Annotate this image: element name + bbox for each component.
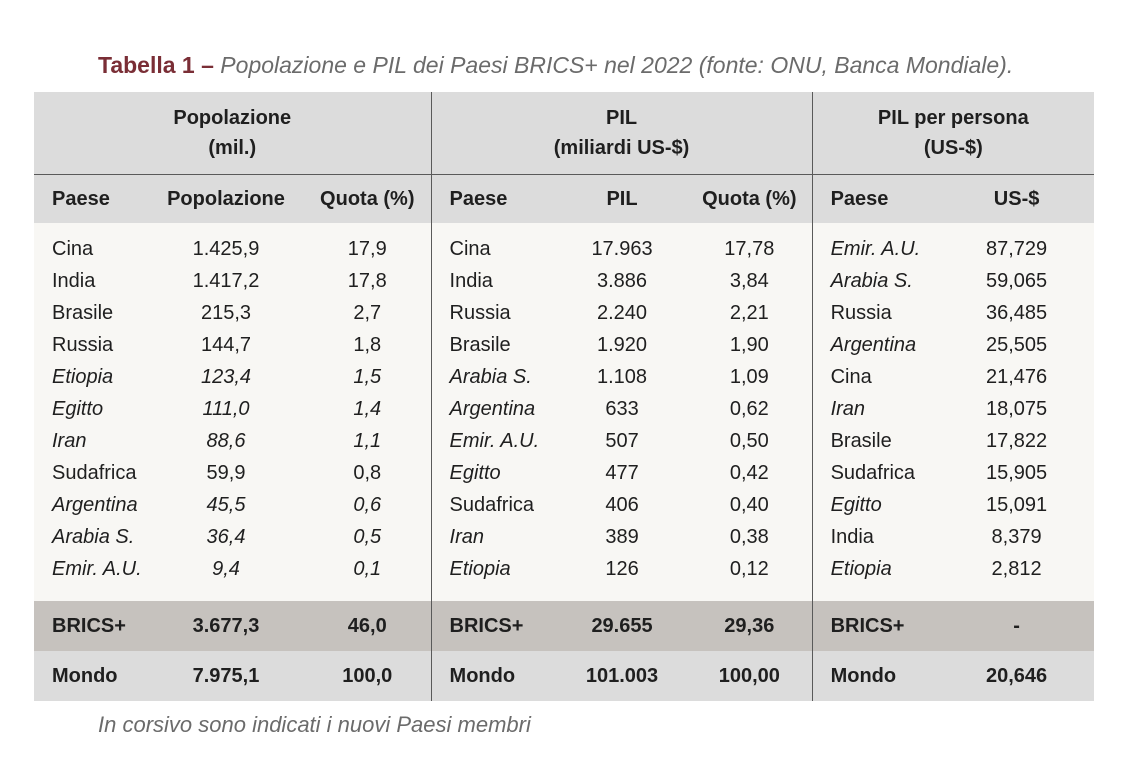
- pop-value-cell: 215,3: [148, 297, 304, 329]
- column-header-row: [34, 175, 1094, 224]
- gdp-value-cell: 477: [557, 457, 687, 489]
- group-header-gdp: PIL (miliardi US-$): [431, 92, 812, 175]
- gdp-country-cell: Sudafrica: [431, 489, 557, 521]
- gdp-value-cell: 2.240: [557, 297, 687, 329]
- gdp-share-cell: 17,78: [687, 233, 812, 265]
- gdp-value-cell: 101.003: [557, 651, 687, 701]
- gdp-share-cell: 3,84: [687, 265, 812, 297]
- pop-share-cell: 1,1: [304, 425, 431, 457]
- pop-country-cell: Arabia S.: [34, 521, 148, 553]
- pc-country-cell: Brasile: [812, 425, 939, 457]
- pop-country-cell: Emir. A.U.: [34, 553, 148, 585]
- group-header-row: [34, 92, 1094, 175]
- gdp-value-cell: 29.655: [557, 601, 687, 651]
- col-pc-value: US-$: [939, 175, 1094, 224]
- pc-value-cell: 36,485: [939, 297, 1094, 329]
- group-header-population: Popolazione (mil.): [34, 92, 431, 175]
- pop-country-cell: BRICS+: [34, 601, 148, 651]
- pop-value-cell: 9,4: [148, 553, 304, 585]
- table-row: [34, 297, 1094, 329]
- pc-value-cell: 2,812: [939, 553, 1094, 585]
- pop-country-cell: Egitto: [34, 393, 148, 425]
- pc-country-cell: Argentina: [812, 329, 939, 361]
- col-gdp-country: Paese: [431, 175, 557, 224]
- pop-country-cell: Etiopia: [34, 361, 148, 393]
- pop-share-cell: 2,7: [304, 297, 431, 329]
- pop-country-cell: Mondo: [34, 651, 148, 701]
- pc-country-cell: BRICS+: [812, 601, 939, 651]
- caption-text: Popolazione e PIL dei Paesi BRICS+ nel 2022 (fonte: ONU, Banca Mondiale).: [213, 52, 1014, 78]
- pop-value-cell: 45,5: [148, 489, 304, 521]
- pop-value-cell: 1.417,2: [148, 265, 304, 297]
- pc-country-cell: Mondo: [812, 651, 939, 701]
- pop-value-cell: 123,4: [148, 361, 304, 393]
- pop-country-cell: Brasile: [34, 297, 148, 329]
- pop-country-cell: Sudafrica: [34, 457, 148, 489]
- gdp-share-cell: 100,00: [687, 651, 812, 701]
- col-pop-country: Paese: [34, 175, 148, 224]
- table-row: [34, 361, 1094, 393]
- gdp-country-cell: Etiopia: [431, 553, 557, 585]
- col-pop-share: Quota (%): [304, 175, 431, 224]
- col-gdp-share: Quota (%): [687, 175, 812, 224]
- gdp-share-cell: 0,42: [687, 457, 812, 489]
- pop-share-cell: 17,8: [304, 265, 431, 297]
- table-row: [34, 329, 1094, 361]
- pc-country-cell: Egitto: [812, 489, 939, 521]
- pop-share-cell: 46,0: [304, 601, 431, 651]
- table-row: [34, 233, 1094, 265]
- gdp-country-cell: India: [431, 265, 557, 297]
- table-row: [34, 489, 1094, 521]
- world-total-row: [34, 651, 1094, 701]
- group-header-per-capita: PIL per persona (US-$): [812, 92, 1094, 175]
- gdp-value-cell: 126: [557, 553, 687, 585]
- pc-value-cell: 15,091: [939, 489, 1094, 521]
- gdp-country-cell: Argentina: [431, 393, 557, 425]
- pop-value-cell: 144,7: [148, 329, 304, 361]
- pop-share-cell: 17,9: [304, 233, 431, 265]
- gdp-country-cell: Brasile: [431, 329, 557, 361]
- table-row: [34, 393, 1094, 425]
- table-caption: [98, 52, 1013, 79]
- gdp-share-cell: 0,50: [687, 425, 812, 457]
- table-row: [34, 553, 1094, 585]
- pc-value-cell: 21,476: [939, 361, 1094, 393]
- pop-value-cell: 7.975,1: [148, 651, 304, 701]
- gdp-value-cell: 1.108: [557, 361, 687, 393]
- pop-share-cell: 0,5: [304, 521, 431, 553]
- pop-country-cell: Iran: [34, 425, 148, 457]
- pop-value-cell: 59,9: [148, 457, 304, 489]
- brics-table: [34, 92, 1094, 701]
- pop-share-cell: 1,4: [304, 393, 431, 425]
- pc-value-cell: 25,505: [939, 329, 1094, 361]
- footnote: In corsivo sono indicati i nuovi Paesi membri: [98, 712, 531, 737]
- pc-value-cell: 17,822: [939, 425, 1094, 457]
- gdp-share-cell: 29,36: [687, 601, 812, 651]
- pc-country-cell: Emir. A.U.: [812, 233, 939, 265]
- pop-value-cell: 1.425,9: [148, 233, 304, 265]
- table-row: [34, 265, 1094, 297]
- gdp-country-cell: Russia: [431, 297, 557, 329]
- pop-value-cell: 111,0: [148, 393, 304, 425]
- gdp-share-cell: 1,90: [687, 329, 812, 361]
- pop-country-cell: Argentina: [34, 489, 148, 521]
- gdp-country-cell: Mondo: [431, 651, 557, 701]
- pop-share-cell: 0,1: [304, 553, 431, 585]
- pc-value-cell: 18,075: [939, 393, 1094, 425]
- table-body: [34, 223, 1094, 701]
- pop-share-cell: 1,8: [304, 329, 431, 361]
- gdp-share-cell: 0,62: [687, 393, 812, 425]
- pc-value-cell: 8,379: [939, 521, 1094, 553]
- gdp-share-cell: 0,38: [687, 521, 812, 553]
- pop-country-cell: Russia: [34, 329, 148, 361]
- gdp-country-cell: Iran: [431, 521, 557, 553]
- brics-total-row: [34, 601, 1094, 651]
- pc-country-cell: Cina: [812, 361, 939, 393]
- pc-value-cell: 15,905: [939, 457, 1094, 489]
- gdp-share-cell: 0,40: [687, 489, 812, 521]
- pc-country-cell: Etiopia: [812, 553, 939, 585]
- pc-value-cell: 87,729: [939, 233, 1094, 265]
- pop-share-cell: 100,0: [304, 651, 431, 701]
- pop-value-cell: 36,4: [148, 521, 304, 553]
- gdp-value-cell: 1.920: [557, 329, 687, 361]
- pc-country-cell: Arabia S.: [812, 265, 939, 297]
- pop-share-cell: 0,8: [304, 457, 431, 489]
- gdp-value-cell: 507: [557, 425, 687, 457]
- table-row: [34, 425, 1094, 457]
- pop-value-cell: 3.677,3: [148, 601, 304, 651]
- spacer-row: [34, 223, 1094, 233]
- spacer-row: [34, 585, 1094, 601]
- col-pc-country: Paese: [812, 175, 939, 224]
- pc-value-cell: 20,646: [939, 651, 1094, 701]
- gdp-share-cell: 0,12: [687, 553, 812, 585]
- table-row: [34, 457, 1094, 489]
- gdp-value-cell: 17.963: [557, 233, 687, 265]
- pop-share-cell: 1,5: [304, 361, 431, 393]
- pop-value-cell: 88,6: [148, 425, 304, 457]
- gdp-share-cell: 2,21: [687, 297, 812, 329]
- pc-country-cell: Sudafrica: [812, 457, 939, 489]
- gdp-value-cell: 3.886: [557, 265, 687, 297]
- gdp-value-cell: 406: [557, 489, 687, 521]
- gdp-country-cell: Emir. A.U.: [431, 425, 557, 457]
- gdp-country-cell: Egitto: [431, 457, 557, 489]
- pop-country-cell: India: [34, 265, 148, 297]
- gdp-country-cell: BRICS+: [431, 601, 557, 651]
- gdp-value-cell: 633: [557, 393, 687, 425]
- gdp-value-cell: 389: [557, 521, 687, 553]
- pc-value-cell: 59,065: [939, 265, 1094, 297]
- gdp-country-cell: Cina: [431, 233, 557, 265]
- gdp-share-cell: 1,09: [687, 361, 812, 393]
- caption-label: Tabella 1 –: [98, 52, 214, 78]
- pc-country-cell: Russia: [812, 297, 939, 329]
- pop-share-cell: 0,6: [304, 489, 431, 521]
- pc-country-cell: India: [812, 521, 939, 553]
- pc-value-cell: -: [939, 601, 1094, 651]
- table-row: [34, 521, 1094, 553]
- col-pop-value: Popolazione: [148, 175, 304, 224]
- gdp-country-cell: Arabia S.: [431, 361, 557, 393]
- pop-country-cell: Cina: [34, 233, 148, 265]
- col-gdp-value: PIL: [557, 175, 687, 224]
- pc-country-cell: Iran: [812, 393, 939, 425]
